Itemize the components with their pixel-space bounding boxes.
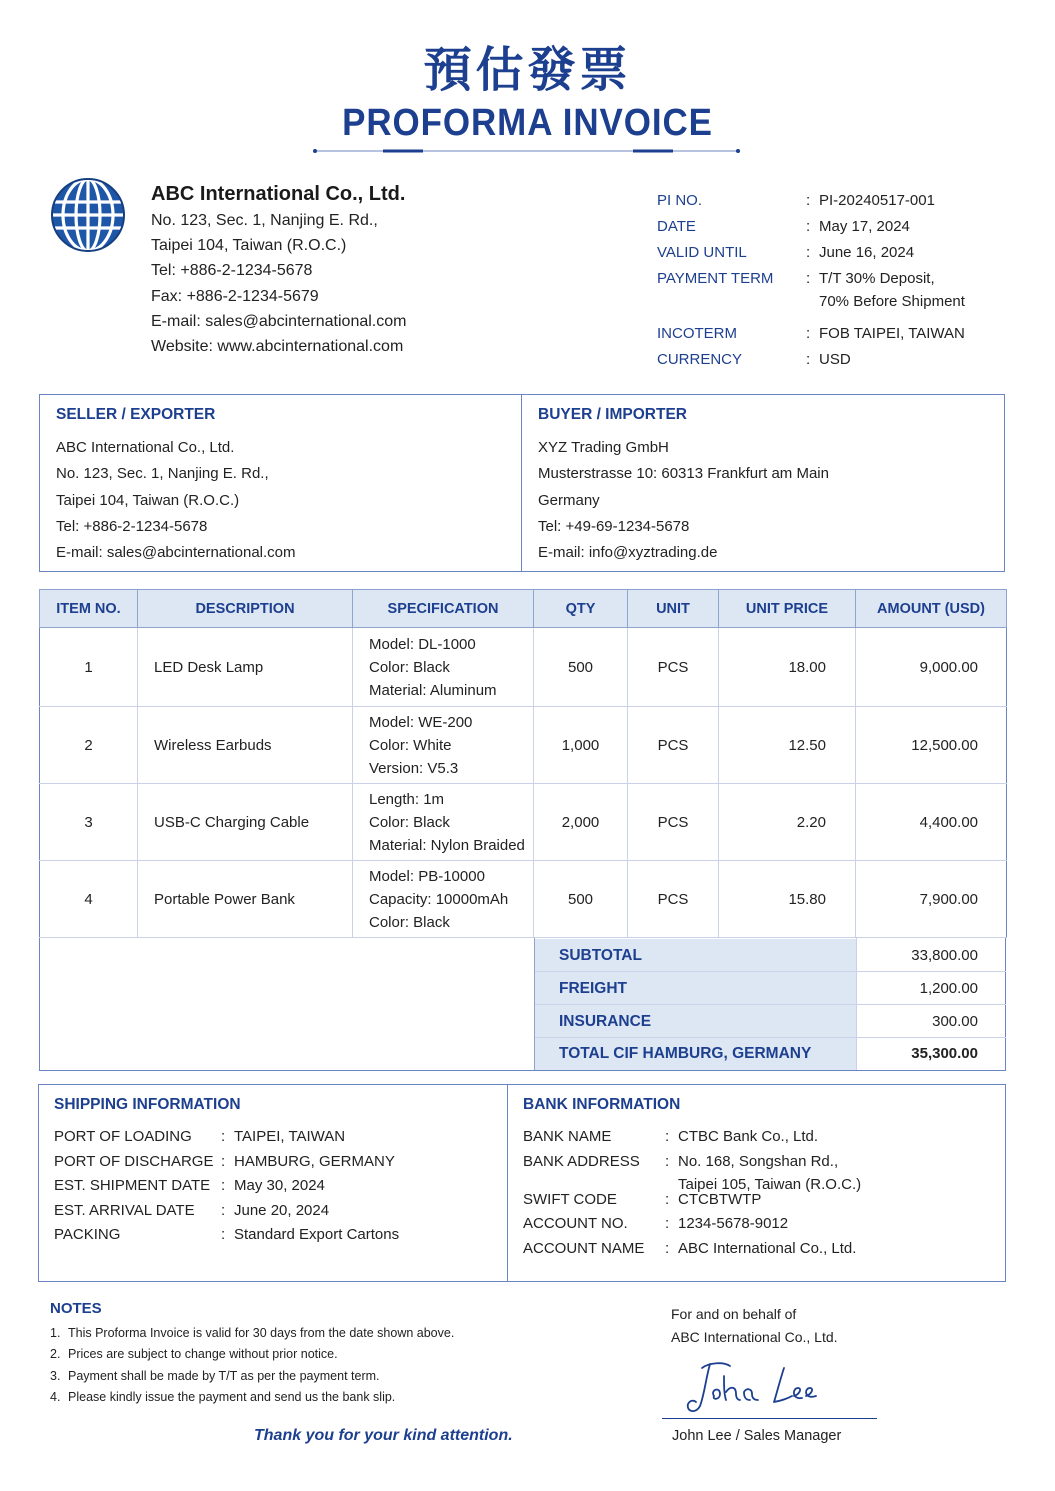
bank-label: BANK NAME [523,1128,612,1145]
meta-label: DATE [657,218,696,235]
meta-label: PAYMENT TERM [657,270,774,287]
company-tel: Tel: +886-2-1234-5678 [151,262,313,280]
column-header-item-no: ITEM NO. [40,590,138,628]
cell-unit-price: 18.00 [719,628,856,707]
handwritten-signature [680,1356,840,1416]
on-behalf-block [671,1303,838,1349]
meta-label: INCOTERM [657,325,737,342]
bank-value: 1234-5678-9012 [678,1215,789,1232]
items-table [39,589,1007,938]
bank-row [523,1237,857,1262]
meta-colon: : [806,325,811,342]
bank-label: ACCOUNT NAME [523,1239,645,1257]
on-behalf-line: For and on behalf of [671,1306,797,1322]
shipping-label: EST. ARRIVAL DATE [54,1201,195,1219]
cell-unit: PCS [628,784,719,861]
bank-colon: : [665,1215,670,1232]
shipping-value: TAIPEI, TAIWAN [234,1128,346,1145]
seller-line: No. 123, Sec. 1, Nanjing E. Rd., [56,465,269,483]
table-row [40,861,1007,938]
shipping-row [54,1125,346,1150]
shipping-colon: : [221,1177,226,1194]
cell-item-no: 2 [40,707,138,784]
bank-heading: BANK INFORMATION [523,1096,681,1113]
info-divider [507,1085,508,1281]
signature-line [662,1418,877,1419]
cell-description: LED Desk Lamp [138,628,353,707]
cell-amount: 12,500.00 [856,707,1007,784]
note-number: 1. [50,1326,61,1340]
meta-value: May 17, 2024 [819,218,910,235]
column-header-unit-price: UNIT PRICE [719,590,856,628]
spec-line: Material: Aluminum [369,681,497,699]
totals-box [39,938,1006,1071]
note-number: 4. [50,1389,61,1404]
buyer-section [538,405,829,566]
globe-logo-icon [49,176,127,254]
notes-heading: NOTES [50,1300,102,1317]
shipping-bank-box [38,1084,1006,1282]
parties-divider [521,395,522,571]
company-name: ABC International Co., Ltd. [151,183,406,205]
meta-label: VALID UNTIL [657,244,747,261]
buyer-heading: BUYER / IMPORTER [538,406,687,423]
cell-amount: 7,900.00 [856,861,1007,938]
table-row [40,628,1007,707]
meta-colon: : [806,218,811,235]
cell-qty: 500 [534,628,628,707]
meta-value: T/T 30% Deposit, [819,270,935,287]
total-value: 300.00 [932,1013,978,1030]
totals-divider [534,938,535,1070]
shipping-colon: : [221,1128,226,1145]
shipping-value: HAMBURG, GERMANY [234,1152,395,1170]
seller-heading: SELLER / EXPORTER [56,406,216,423]
bank-label: BANK ADDRESS [523,1152,640,1170]
cell-unit-price: 2.20 [719,784,856,861]
note-text: Please kindly issue the payment and send us the bank slip. [68,1389,396,1404]
bank-colon: : [665,1190,670,1208]
seller-section [56,405,296,566]
bank-row [523,1125,819,1150]
meta-row-incoterm [657,323,1017,349]
freight-row [534,972,1006,1005]
cell-unit: PCS [628,861,719,938]
spec-line: Material: Nylon Braided [369,836,525,854]
total-label: FREIGHT [534,972,856,1005]
meta-row-pi-no [657,190,1017,216]
bank-label: ACCOUNT NO. [523,1215,628,1232]
shipping-label: PACKING [54,1226,121,1243]
shipping-colon: : [221,1201,226,1219]
company-address-line-1: No. 123, Sec. 1, Nanjing E. Rd., [151,212,378,229]
spec-line: Color: Black [369,813,450,831]
shipping-row [54,1223,400,1248]
cell-unit: PCS [628,628,719,707]
total-label: INSURANCE [534,1005,856,1038]
spec-line: Color: White [369,736,452,754]
note-item [50,1323,454,1344]
shipping-label: EST. SHIPMENT DATE [54,1177,211,1194]
bank-colon: : [665,1239,670,1257]
bank-value: No. 168, Songshan Rd., [678,1152,839,1170]
shipping-colon: : [221,1152,226,1170]
subtotal-row [534,939,1006,972]
total-value: 1,200.00 [919,980,978,997]
signer-name-title: John Lee / Sales Manager [672,1428,842,1444]
company-header [151,180,406,359]
meta-colon: : [806,351,811,368]
total-value: 35,300.00 [911,1045,978,1062]
shipping-value: June 20, 2024 [234,1201,330,1219]
meta-row-valid-until [657,242,1017,268]
bank-value-line-2: Taipei 105, Taiwan (R.O.C.) [678,1175,862,1193]
meta-value-line-2: 70% Before Shipment [819,293,965,310]
shipping-value: May 30, 2024 [234,1177,325,1194]
cell-description: Portable Power Bank [138,861,353,938]
bank-value: CTCBTWTP [678,1190,762,1208]
shipping-heading: SHIPPING INFORMATION [54,1096,241,1113]
seller-line: E-mail: sales@abcinternational.com [56,544,296,562]
cell-specification [353,707,534,784]
total-label: SUBTOTAL [534,939,856,972]
bank-colon: : [665,1128,670,1145]
parties-box [39,394,1005,572]
column-header-unit: UNIT [628,590,719,628]
spec-line: Color: Black [369,913,450,931]
meta-row-currency [657,349,1017,375]
cell-qty: 1,000 [534,707,628,784]
shipping-value: Standard Export Cartons [234,1226,400,1243]
seller-line: Tel: +886-2-1234-5678 [56,517,208,535]
buyer-line: XYZ Trading GmbH [538,439,669,456]
shipping-row [54,1150,395,1175]
shipping-label: PORT OF LOADING [54,1128,192,1145]
totals-value-divider [856,938,857,1070]
note-text: Prices are subject to change without prior notice. [68,1347,338,1362]
cell-amount: 4,400.00 [856,784,1007,861]
company-email: E-mail: sales@abcinternational.com [151,312,407,330]
column-header-qty: QTY [534,590,628,628]
cell-item-no: 1 [40,628,138,707]
table-header-row [40,590,1007,628]
cell-item-no: 4 [40,861,138,938]
buyer-line: Germany [538,491,600,509]
cell-unit: PCS [628,707,719,784]
note-number: 3. [50,1368,61,1383]
meta-value: USD [819,351,851,368]
cell-unit-price: 12.50 [719,707,856,784]
insurance-row [534,1005,1006,1038]
title-underline [313,148,740,154]
shipping-row [54,1199,330,1224]
cell-description: Wireless Earbuds [138,707,353,784]
note-text: Payment shall be made by T/T as per the payment term. [68,1368,380,1383]
note-text: This Proforma Invoice is valid for 30 days from the date shown above. [68,1326,455,1340]
spec-line: Version: V5.3 [369,759,459,777]
column-header-description: DESCRIPTION [138,590,353,628]
cell-description: USB-C Charging Cable [138,784,353,861]
meta-value: PI-20240517-001 [819,192,935,209]
shipping-section [54,1095,400,1248]
cell-qty: 2,000 [534,784,628,861]
company-fax: Fax: +886-2-1234-5679 [151,287,319,305]
bank-section [523,1095,862,1261]
cell-item-no: 3 [40,784,138,861]
meta-row-date [657,216,1017,242]
shipping-row [54,1174,325,1199]
spec-line: Model: PB-10000 [369,867,485,885]
cell-specification [353,861,534,938]
spec-line: Length: 1m [369,790,445,808]
bank-row [523,1150,862,1193]
buyer-line: E-mail: info@xyztrading.de [538,544,718,562]
meta-label: PI NO. [657,192,703,209]
thank-you-message: Thank you for your kind attention. [254,1427,513,1444]
shipping-colon: : [221,1226,226,1243]
column-header-amount: AMOUNT (USD) [856,590,1007,628]
cell-specification [353,784,534,861]
bank-value: CTBC Bank Co., Ltd. [678,1128,819,1145]
spec-line: Model: DL-1000 [369,635,476,653]
cell-qty: 500 [534,861,628,938]
total-value: 33,800.00 [911,947,978,964]
meta-value: June 16, 2024 [819,244,915,261]
meta-value: FOB TAIPEI, TAIWAN [819,325,965,342]
meta-colon: : [806,192,811,209]
spec-line: Capacity: 10000mAh [369,890,509,908]
meta-colon: : [806,244,811,261]
note-item [50,1387,454,1408]
seller-line: Taipei 104, Taiwan (R.O.C.) [56,491,240,509]
bank-label: SWIFT CODE [523,1190,617,1208]
buyer-line: Tel: +49-69-1234-5678 [538,517,690,535]
note-number: 2. [50,1347,61,1362]
cell-amount: 9,000.00 [856,628,1007,707]
meta-row-payment-term [657,268,1017,320]
invoice-meta [657,190,1017,375]
meta-label: CURRENCY [657,351,743,368]
spec-line: Color: Black [369,658,450,676]
total-label: TOTAL CIF HAMBURG, GERMANY [534,1038,856,1070]
seller-line: ABC International Co., Ltd. [56,439,235,456]
bank-colon: : [665,1152,670,1170]
bank-row [523,1188,762,1213]
note-item [50,1344,454,1365]
shipping-label: PORT OF DISCHARGE [54,1152,214,1170]
cell-specification [353,628,534,707]
note-item [50,1366,454,1387]
spec-line: Model: WE-200 [369,713,473,731]
buyer-line: Musterstrasse 10: 60313 Frankfurt am Main [538,465,829,483]
table-row [40,707,1007,784]
meta-colon: : [806,270,811,287]
bank-row [523,1212,789,1237]
notes-section [50,1299,454,1408]
document-title-chinese: 預估發票 [423,42,632,98]
company-address-line-2: Taipei 104, Taiwan (R.O.C.) [151,237,347,255]
document-title-english: PROFORMA INVOICE [342,102,713,144]
table-row [40,784,1007,861]
on-behalf-company: ABC International Co., Ltd. [671,1329,838,1345]
bank-value: ABC International Co., Ltd. [678,1239,857,1257]
column-header-specification: SPECIFICATION [353,590,534,628]
grand-total-row [534,1038,1006,1070]
company-website: Website: www.abcinternational.com [151,338,404,356]
cell-unit-price: 15.80 [719,861,856,938]
